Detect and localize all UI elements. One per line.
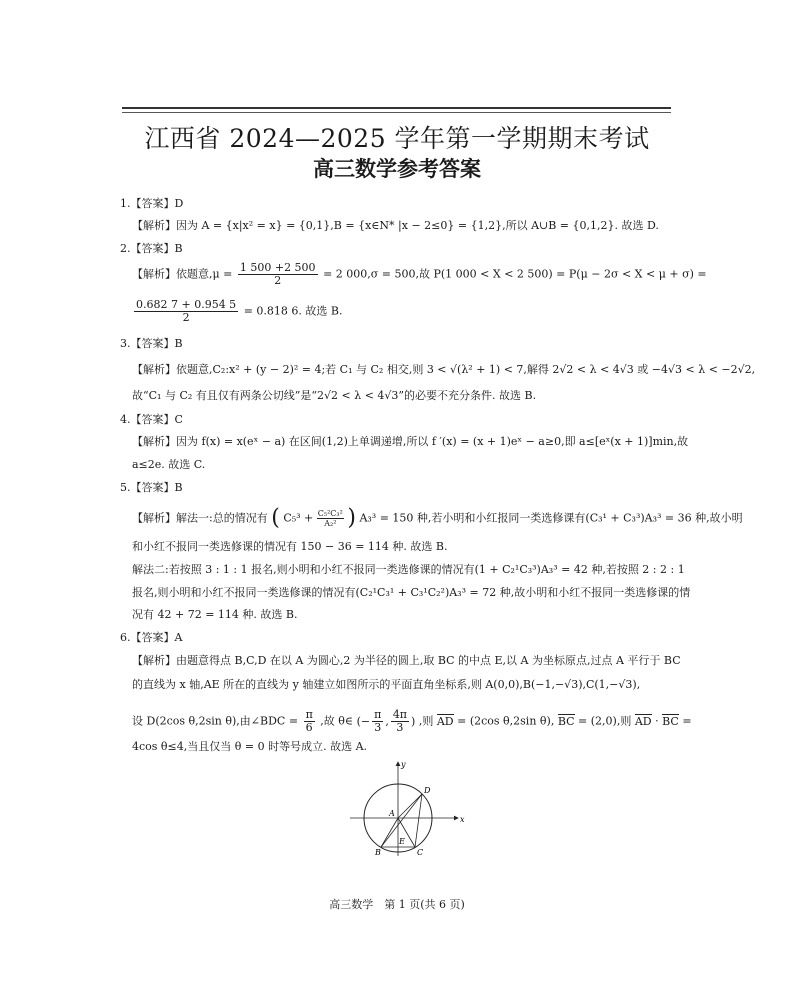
q5-text-b: A₃³ = 150 种,若小明和小红报同一类选修课有(C₃¹ + C₃³)A₃³ = 36 种,故小明 — [359, 511, 743, 525]
q1-answer: 1.【答案】D — [120, 197, 184, 210]
q6-text-c: ,则 — [418, 714, 434, 728]
q6-vector-bc-2: BC — [662, 714, 679, 728]
point-b-label: B — [375, 848, 381, 857]
q6-answer: 6.【答案】A — [120, 631, 183, 644]
q3-answer: 3.【答案】B — [120, 337, 183, 350]
q2-p-denominator: 2 — [182, 311, 190, 324]
q5-text-a: 【解析】解法一:总的情况有 — [132, 511, 268, 525]
q5-right-paren: ) — [347, 505, 356, 531]
q6-text-d: = (2cos θ,2sin θ), — [457, 714, 555, 728]
q6-analysis-line2: 的直线为 x 轴,AE 所在的直线为 y 轴建立如图所示的平面直角坐标系,则 A(0,0),B(−1,−√3),C(1,−√3), — [132, 678, 641, 691]
q5-answer: 5.【答案】B — [120, 481, 183, 494]
segment-ad — [398, 794, 422, 818]
q6-vector-bc: BC — [557, 714, 575, 728]
q3-analysis-line2: 故“C₁ 与 C₂ 有且仅有两条公切线”是“2√2 < λ < 4√3”的必要不充分条件. 故选 B. — [132, 389, 537, 402]
q5-analysis-line2: 和小红不报同一类选修课的情况有 150 − 36 = 114 种. 故选 B. — [132, 540, 448, 553]
q4-analysis-line1: 【解析】因为 f(x) = x(eˣ − a) 在区间(1,2)上单调递增,所以 f ′(x) = (x + 1)eˣ − a≥0,即 a≤[eˣ(x + 1)]min,故 — [132, 435, 689, 448]
q6-text-a: 设 D(2cos θ,2sin θ),由∠BDC = — [132, 714, 299, 728]
answer-key-subtitle: 高三数学参考答案 — [313, 157, 481, 181]
q4-analysis-line2: a≤2e. 故选 C. — [132, 458, 206, 471]
q6-interval-right — [391, 709, 409, 734]
q5-analysis-line1 — [132, 505, 743, 531]
q6-int-right-den: 3 — [396, 721, 404, 734]
q5-analysis-line5: 况有 42 + 72 = 114 种. 故选 B. — [132, 608, 298, 621]
q5-analysis-line4: 报名,则小明和小红不报同一类选修课的情况有(C₂¹C₃¹ + C₃¹C₂²)A₃³ = 72 种,故小明和小红不报同一类选修课的情 — [132, 586, 691, 599]
q2-p-numerator: 0.682 7 + 0.954 5 — [136, 298, 237, 311]
q6-analysis-line4: 4cos θ≤4,当且仅当 θ = 0 时等号成立. 故选 A. — [132, 740, 368, 753]
q6-analysis-line3 — [132, 709, 692, 734]
exam-title: 江西省 2024—2025 学年第一学期期末考试 — [144, 124, 650, 153]
q2-answer: 2.【答案】B — [120, 242, 183, 255]
point-a-label: A — [389, 809, 395, 818]
point-d-label: D — [424, 786, 431, 795]
q2-mu-fraction — [238, 262, 318, 287]
q6-pi6-fraction — [304, 709, 315, 734]
page-footer: 高三数学 第 1 页(共 6 页) — [329, 898, 465, 911]
q6-int-left-num: π — [374, 708, 382, 721]
point-e-label: E — [399, 837, 405, 846]
header-rule-thin — [122, 112, 671, 113]
q2-mu-numerator: 1 500 +2 500 — [239, 261, 316, 274]
q5-analysis-line3: 解法二:若按照 3 : 1 : 1 报名,则小明和小红不报同一类选修课的情况有(1 + C₂¹C₃³)A₃³ = 42 种,若按照 2 : 2 : 1 — [132, 563, 685, 576]
q2-mu-denominator: 2 — [274, 274, 282, 287]
q5-left-paren: ( — [271, 505, 280, 531]
q6-text-e: = (2,0),则 — [578, 714, 632, 728]
q5-inner-denominator: A₂² — [324, 519, 337, 528]
q6-vector-ad: AD — [436, 714, 454, 728]
q2-p-fraction — [134, 299, 238, 324]
q2-analysis-line1 — [132, 262, 707, 287]
segment-ab — [381, 818, 398, 847]
q6-int-right-num: 4π — [392, 708, 408, 721]
q6-pi6-numerator: π — [305, 708, 313, 721]
q5-inner-numerator: C₅²C₃² — [317, 509, 343, 518]
q6-pi6-denominator: 6 — [305, 721, 313, 734]
q6-interval: (− $\frac{\pi}{3}$ , $\frac{4\pi}{3}$ ) — [356, 708, 416, 734]
header-rule-thick — [122, 107, 671, 109]
q5-inner-fraction — [317, 509, 344, 528]
q2-analysis-line2 — [132, 299, 342, 324]
q6-vector-ad-2: AD — [634, 714, 652, 728]
q6-eq: = — [682, 714, 692, 728]
q2-text-c: = 0.818 6. 故选 B. — [243, 304, 343, 318]
y-axis-label: y — [401, 760, 406, 769]
q6-analysis-line1: 【解析】由题意得点 B,C,D 在以 A 为圆心,2 为半径的圆上,取 BC 的中点 E,以 A 为坐标原点,过点 A 平行于 BC — [132, 654, 681, 667]
q2-text-b: = 2 000,σ = 500,故 P(1 000 < X < 2 500) = P(μ − 2σ < X < μ + σ) = — [323, 267, 707, 281]
q3-analysis-line1: 【解析】依题意,C₂:x² + (y − 2)² = 4;若 C₁ 与 C₂ 相交,则 3 < √(λ² + 1) < 7,解得 2√2 < λ < 4√3 或 −4√3 < λ < −2√2, — [132, 363, 756, 376]
q6-int-left-den: 3 — [374, 721, 382, 734]
q1-analysis: 【解析】因为 A = {x|x² = x} = {0,1},B = {x∈N* |x − 2≤0} = {1,2},所以 A∪B = {0,1,2}. 故选 D. — [132, 219, 659, 232]
coordinate-figure — [340, 758, 470, 858]
q5-c53: C₅³ + — [283, 511, 314, 525]
q6-text-b: ,故 θ∈ — [320, 714, 354, 728]
q2-text-a: 【解析】依题意,μ = — [132, 267, 233, 281]
q6-dot: · — [655, 714, 659, 728]
point-c-label: C — [417, 848, 424, 857]
x-axis-label: x — [460, 815, 465, 824]
q6-interval-left — [372, 709, 383, 734]
q4-answer: 4.【答案】C — [120, 413, 183, 426]
